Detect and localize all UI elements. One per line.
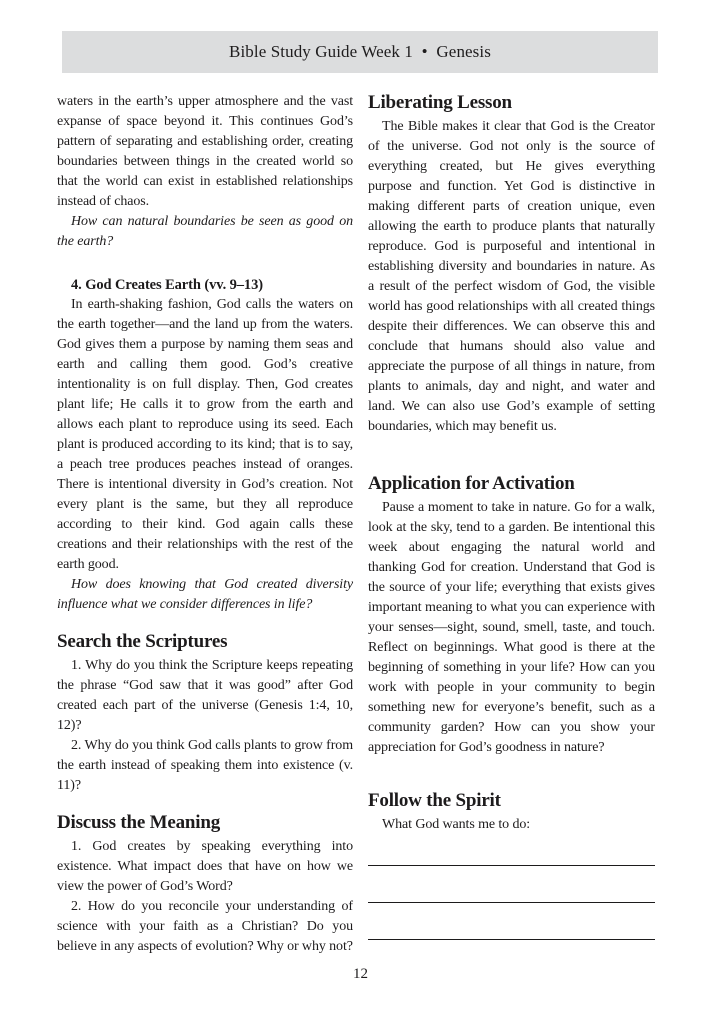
section-application-for-activation bbox=[368, 473, 655, 758]
section-god-creates-earth bbox=[57, 275, 353, 615]
header-title: Bible Study Guide Week 1 • Genesis bbox=[229, 42, 491, 61]
paragraph-god-creates-earth: In earth-shaking fashion, God calls the waters on the earth together—and the land up from the waters. God gives them a purpose by naming them seas and earth and calling them good. God’s creative intentionality is on full display. Then, God creates plant life; He calls it to grow from the earth and allows each plant to reproduce using its seed. Each plant is produced according to its kind; that is to say, a peach tree produces peaches instead of oranges. There is intentional diversity in God’s creation. Not every plant is the same, but they all reproduce according to their kind. God again calls these creations and their relationships with the rest of the earth good. bbox=[57, 297, 353, 572]
section-heading-follow-spirit: Follow the Spirit bbox=[368, 790, 501, 811]
left-column bbox=[57, 90, 353, 990]
section-heading-application-activation: Application for Activation bbox=[368, 473, 575, 494]
paragraph-liberating-lesson: The Bible makes it clear that God is the Creator of the universe. God not only is the source of everything created, but He gives everything purpose and function. Yet God is distinctive in making different parts of creation unique, even allowing the earth to produce plants that naturally reproduce. God is purposeful and intentional in establishing diversity and boundaries in nature. As a result of the perfect wisdom of God, the visible world has good relationships with all created things despite their differences. We can observe this and conclude that humans should also value and appreciate the purpose of all things in nature, from plants to animals, day and night, and water and land. We can also use God’s example of setting boundaries, which may benefit us. bbox=[368, 119, 655, 434]
prompt-what-god-wants: What God wants me to do: bbox=[382, 817, 531, 832]
section-liberating-lesson bbox=[368, 92, 655, 437]
section-follow-the-spirit bbox=[368, 790, 655, 835]
section-heading-discuss-meaning: Discuss the Meaning bbox=[57, 812, 220, 833]
numbered-question: 1. Why do you think the Scripture keeps repeating the phrase “God saw that it was good” after God created each part of the universe (Genesis 1:4, 10, 12)? bbox=[57, 658, 353, 733]
section-search-the-scriptures bbox=[57, 631, 353, 796]
subsection-heading: 4. God Creates Earth (vv. 9–13) bbox=[71, 277, 263, 293]
write-in-line bbox=[368, 902, 655, 903]
page-header-band bbox=[62, 31, 658, 73]
write-in-line bbox=[368, 939, 655, 940]
write-in-line bbox=[368, 865, 655, 866]
numbered-question: 2. Why do you think God calls plants to grow from the earth instead of speaking them into existence (v. 11)? bbox=[57, 738, 353, 793]
right-column bbox=[368, 90, 655, 990]
section-heading-liberating-lesson: Liberating Lesson bbox=[368, 92, 512, 113]
reflection-question-diversity: How does knowing that God created diversity influence what we consider differences in life? bbox=[57, 577, 353, 612]
section-discuss-the-meaning bbox=[57, 812, 353, 957]
reflection-question-boundaries: How can natural boundaries be seen as good on the earth? bbox=[57, 214, 353, 249]
paragraph-continuation: waters in the earth’s upper atmosphere and the vast expanse of space beyond it. This continues God’s pattern of separating and establishing order, creating boundaries between things in the created world so that the world can exist in established relationships instead of chaos. bbox=[57, 94, 353, 209]
section-heading-search-scriptures: Search the Scriptures bbox=[57, 631, 228, 652]
numbered-question: 1. God creates by speaking everything into existence. What impact does that have on how we view the power of God’s Word? bbox=[57, 839, 353, 894]
page-number: 12 bbox=[353, 966, 368, 982]
numbered-question: 2. How do you reconcile your understanding of science with your faith as a Christian? Do you believe in any aspects of evolution? Why or why not? bbox=[57, 899, 353, 954]
section-continuation bbox=[57, 92, 353, 252]
paragraph-application-activation: Pause a moment to take in nature. Go for a walk, look at the sky, tend to a garden. Be intentional this week about engaging the natural world and thanking God for creation. Understand that God is the source of your life; everything that exists gives important meaning to what you can experience with your senses—sight, sound, smell, taste, and touch. Reflect on beginnings. What good is there at the beginning of something in your life? How can you work with people in your community to begin something new for everyone’s benefit, such as a community garden? How can you show your appreciation for God’s goodness in nature? bbox=[368, 500, 655, 755]
